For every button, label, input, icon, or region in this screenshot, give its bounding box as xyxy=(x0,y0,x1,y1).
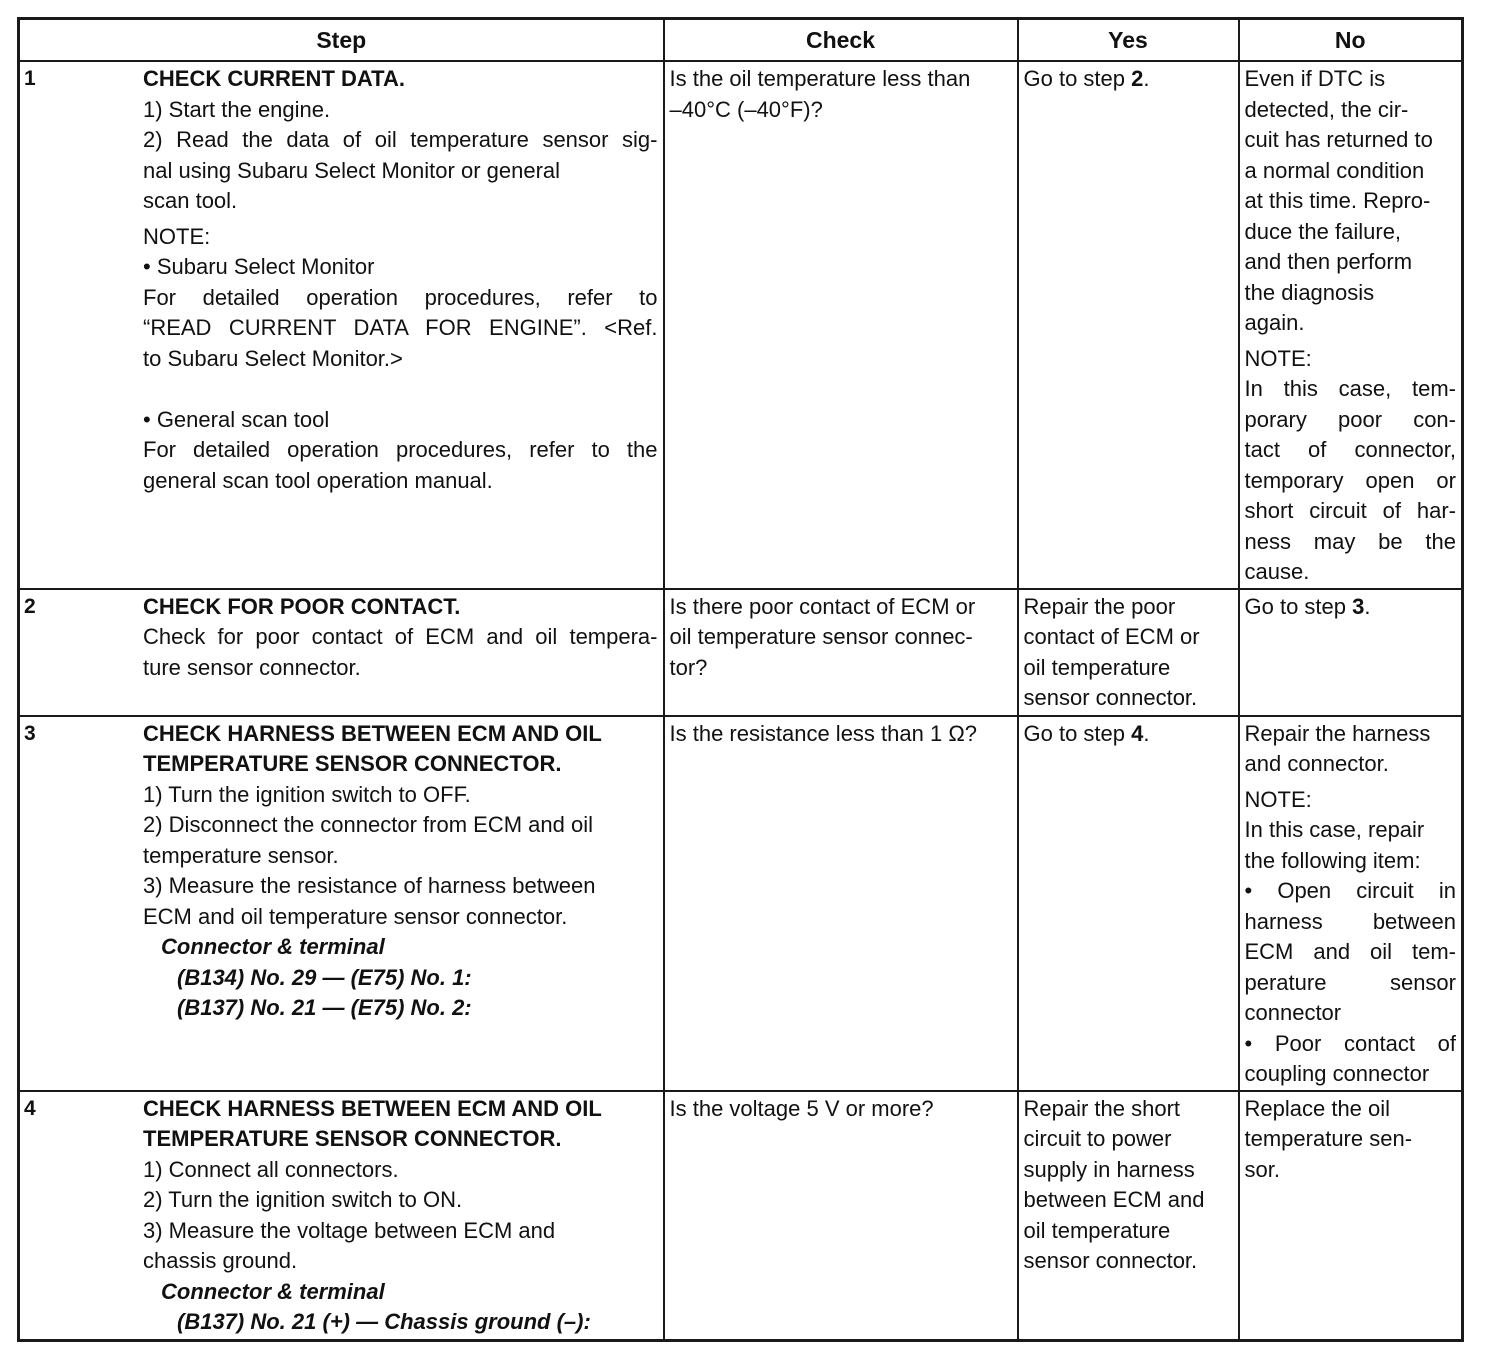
check-line: –40°C (–40°F)? xyxy=(669,96,823,122)
table-row xyxy=(19,589,1463,716)
step-line: temperature sensor. xyxy=(143,842,339,868)
step-cell xyxy=(19,716,664,1091)
step-line: “READ CURRENT DATA FOR ENGINE”. <Ref. xyxy=(143,315,658,340)
bullet-item: • Open circuit in xyxy=(1244,878,1456,903)
header-step: Step xyxy=(19,19,664,62)
step-line: chassis ground. xyxy=(143,1248,298,1273)
yes-cell xyxy=(1018,61,1239,589)
step-number: 3 xyxy=(24,721,36,745)
no-line: sor. xyxy=(1244,1156,1280,1182)
no-line: porary poor con- xyxy=(1244,406,1456,432)
no-line: a normal condition xyxy=(1244,157,1425,183)
connector-terminal-line: (B134) No. 29 — (E75) No. 1: xyxy=(177,964,472,990)
no-step-ref: 3 xyxy=(1352,593,1365,619)
step-title: CHECK FOR POOR CONTACT. xyxy=(143,593,461,619)
no-line: tact of connector, xyxy=(1244,437,1456,462)
no-line: connector xyxy=(1244,1000,1342,1025)
no-line: the following item: xyxy=(1244,847,1421,873)
step-title: CHECK HARNESS BETWEEN ECM AND OIL xyxy=(143,1095,602,1121)
check-line: oil temperature sensor connec- xyxy=(669,624,973,649)
check-cell xyxy=(664,61,1018,589)
bullet-item: • Subaru Select Monitor xyxy=(143,254,375,279)
note-label: NOTE: xyxy=(1244,345,1312,371)
yes-line: Repair the short xyxy=(1023,1095,1181,1121)
step-line: 3) Measure the resistance of harness between xyxy=(143,873,596,898)
check-cell xyxy=(664,589,1018,716)
step-number: 1 xyxy=(24,67,36,90)
step-body xyxy=(143,592,658,684)
yes-suffix: . xyxy=(1143,66,1150,91)
yes-cell xyxy=(1018,1091,1239,1341)
yes-cell xyxy=(1018,716,1239,1091)
check-line: Is the resistance less than 1 Ω? xyxy=(669,720,977,746)
no-line: short circuit of har- xyxy=(1244,498,1456,523)
step-line: nal using Subaru Select Monitor or general xyxy=(143,157,561,183)
no-line: and then perform xyxy=(1244,249,1413,274)
header-no: No xyxy=(1239,19,1463,62)
step-number: 4 xyxy=(24,1096,36,1120)
yes-text: Go to step xyxy=(1023,66,1132,91)
no-line: cuit has returned to xyxy=(1244,127,1433,152)
no-line: the diagnosis xyxy=(1244,279,1375,305)
table-row xyxy=(19,1091,1463,1341)
yes-line: sensor connector. xyxy=(1023,1248,1198,1273)
step-line: For detailed operation procedures, refer to xyxy=(143,284,658,310)
step-title: TEMPERATURE SENSOR CONNECTOR. xyxy=(143,1126,562,1151)
step-line: 1) Start the engine. xyxy=(143,96,331,122)
step-line: 1) Turn the ignition switch to OFF. xyxy=(143,781,471,807)
step-line: ECM and oil temperature sensor connector. xyxy=(143,903,568,929)
connector-terminal-label: Connector & terminal xyxy=(161,1278,385,1304)
no-line: In this case, repair xyxy=(1244,817,1425,842)
check-line: tor? xyxy=(669,654,708,680)
no-line: ness may be the xyxy=(1244,528,1456,554)
no-cell xyxy=(1239,589,1463,716)
yes-line: supply in harness xyxy=(1023,1156,1195,1182)
yes-line: circuit to power xyxy=(1023,1126,1172,1151)
check-cell xyxy=(664,716,1018,1091)
no-line: ECM and oil tem- xyxy=(1244,939,1456,964)
note-label: NOTE: xyxy=(143,223,211,249)
step-line: to Subaru Select Monitor.> xyxy=(143,345,403,371)
note-label: NOTE: xyxy=(1244,786,1312,812)
step-line: 2) Turn the ignition switch to ON. xyxy=(143,1187,463,1212)
check-line: Is the voltage 5 V or more? xyxy=(669,1095,934,1121)
step-body xyxy=(143,719,658,1024)
step-line: For detailed operation procedures, refer to the xyxy=(143,437,658,462)
yes-line: contact of ECM or xyxy=(1023,624,1200,649)
no-line: duce the failure, xyxy=(1244,218,1402,244)
step-cell xyxy=(19,61,664,589)
no-suffix: . xyxy=(1364,593,1371,619)
no-cell xyxy=(1239,716,1463,1091)
yes-cell xyxy=(1018,589,1239,716)
step-line: ture sensor connector. xyxy=(143,654,361,680)
no-text: Go to step xyxy=(1244,593,1353,619)
step-title: CHECK HARNESS BETWEEN ECM AND OIL xyxy=(143,720,602,746)
no-line: temperature sen- xyxy=(1244,1126,1413,1151)
no-line: coupling connector xyxy=(1244,1061,1430,1086)
yes-suffix: . xyxy=(1143,720,1150,746)
check-line: Is the oil temperature less than xyxy=(669,66,971,91)
bullet-item: • General scan tool xyxy=(143,406,330,432)
connector-terminal-line: (B137) No. 21 — (E75) No. 2: xyxy=(177,995,472,1020)
step-body xyxy=(143,64,658,496)
step-line: Check for poor contact of ECM and oil tempera- xyxy=(143,624,658,649)
yes-text: Go to step xyxy=(1023,720,1132,746)
header-yes: Yes xyxy=(1018,19,1239,62)
step-line: scan tool. xyxy=(143,188,238,213)
no-cell xyxy=(1239,1091,1463,1341)
step-line: general scan tool operation manual. xyxy=(143,467,493,493)
yes-step-ref: 4 xyxy=(1131,720,1144,746)
table-row xyxy=(19,61,1463,589)
check-line: Is there poor contact of ECM or xyxy=(669,593,976,619)
step-body xyxy=(143,1094,658,1338)
no-cell xyxy=(1239,61,1463,589)
no-line: detected, the cir- xyxy=(1244,96,1409,122)
no-line: Even if DTC is xyxy=(1244,66,1386,91)
step-cell xyxy=(19,1091,664,1341)
yes-step-ref: 2 xyxy=(1131,66,1144,91)
step-number: 2 xyxy=(24,594,36,618)
yes-line: between ECM and xyxy=(1023,1187,1205,1212)
connector-terminal-line: (B137) No. 21 (+) — Chassis ground (–): xyxy=(177,1309,591,1334)
yes-line: sensor connector. xyxy=(1023,685,1198,710)
connector-terminal-label: Connector & terminal xyxy=(161,934,385,959)
step-line: 2) Disconnect the connector from ECM and oil xyxy=(143,812,593,837)
no-line: Repair the harness xyxy=(1244,720,1431,746)
no-line: Replace the oil xyxy=(1244,1095,1391,1121)
diagnostic-table xyxy=(17,17,1464,1342)
no-line: temporary open or xyxy=(1244,467,1456,493)
step-title: TEMPERATURE SENSOR CONNECTOR. xyxy=(143,751,562,776)
step-line: 2) Read the data of oil temperature sensor sig- xyxy=(143,127,658,152)
step-title: CHECK CURRENT DATA. xyxy=(143,66,405,91)
header-check: Check xyxy=(664,19,1018,62)
no-line: harness between xyxy=(1244,908,1456,934)
bullet-item: • Poor contact of xyxy=(1244,1030,1456,1056)
no-line: and connector. xyxy=(1244,751,1389,776)
no-line: perature sensor xyxy=(1244,969,1456,995)
yes-line: oil temperature xyxy=(1023,654,1171,680)
no-line: cause. xyxy=(1244,559,1310,584)
header-row xyxy=(19,19,1463,62)
no-line: In this case, tem- xyxy=(1244,376,1456,401)
no-line: at this time. Repro- xyxy=(1244,188,1431,213)
yes-line: Repair the poor xyxy=(1023,593,1176,619)
step-line: 1) Connect all connectors. xyxy=(143,1156,399,1182)
step-line: 3) Measure the voltage between ECM and xyxy=(143,1217,556,1243)
no-line: again. xyxy=(1244,310,1305,335)
yes-line: oil temperature xyxy=(1023,1217,1171,1243)
step-cell xyxy=(19,589,664,716)
table-row xyxy=(19,716,1463,1091)
check-cell xyxy=(664,1091,1018,1341)
